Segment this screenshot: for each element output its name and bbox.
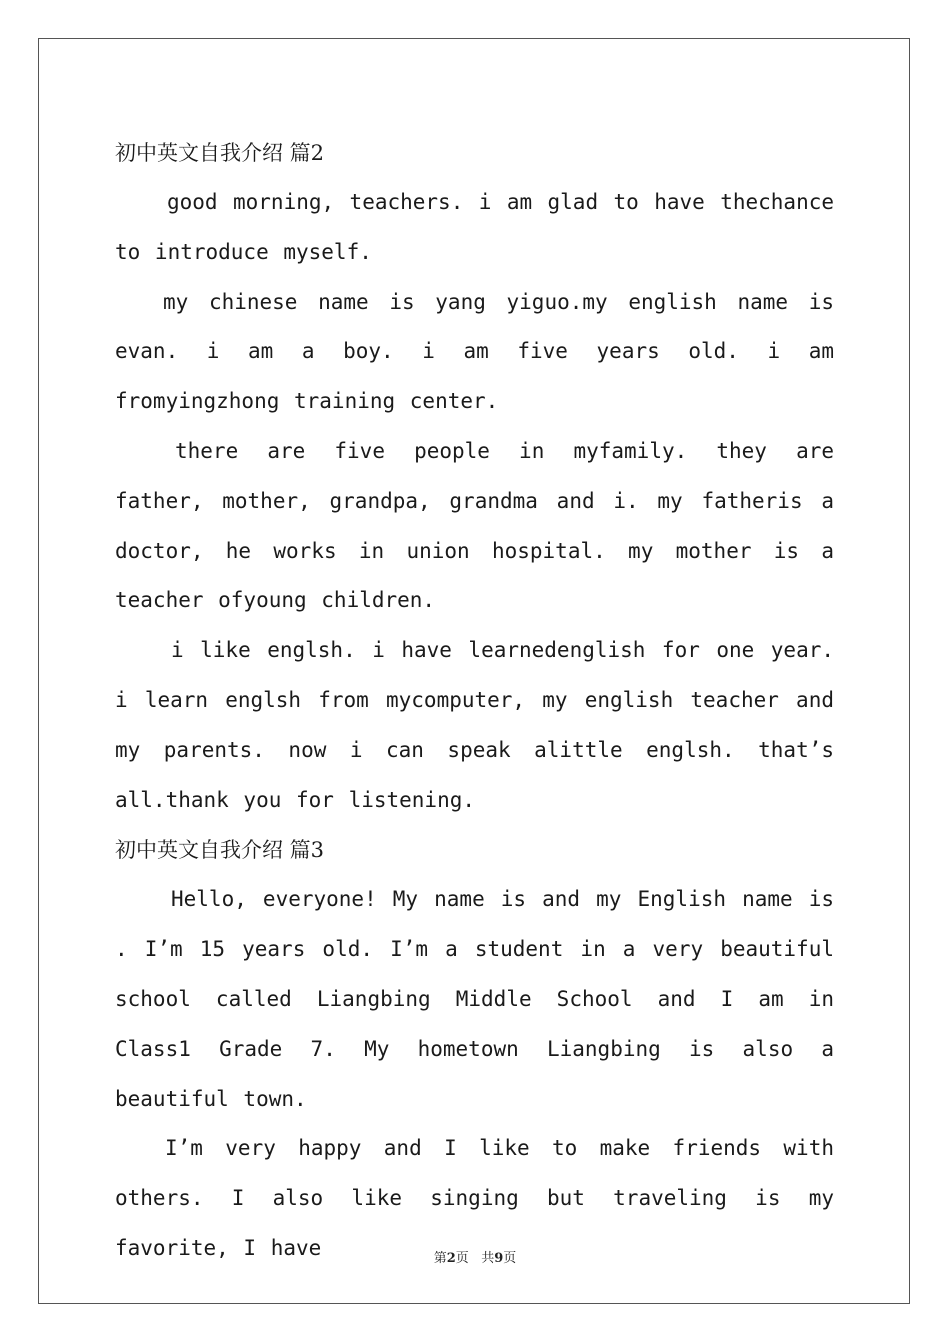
- section-heading-2: 初中英文自我介绍 篇2: [115, 141, 325, 165]
- paragraph: there are five people in myfamily. they are father, mother, grandpa, grandma and i. my fatheris a doctor, he works in union hospital. my mother is a teacher ofyoung children.: [115, 438, 834, 613]
- paragraph: good morning, teachers. i am glad to have thechance to introduce myself.: [115, 190, 834, 264]
- footer-page-prefix: 第: [433, 1251, 447, 1266]
- footer-total-number: 9: [494, 1251, 504, 1266]
- footer-page-number: 2: [446, 1251, 456, 1266]
- paragraph: I’m very happy and I like to make friends with others. I also like singing but traveling is my favorite, I have: [115, 1136, 834, 1260]
- page-footer: [0, 1247, 950, 1266]
- footer-page-suffix: 页: [455, 1251, 469, 1266]
- footer-total-suffix: 页: [503, 1251, 517, 1266]
- footer-total-prefix: 共: [481, 1251, 495, 1266]
- document-body: [115, 128, 834, 1274]
- section-heading-3: 初中英文自我介绍 篇3: [115, 838, 325, 863]
- paragraph: i like englsh. i have learnedenglish for one year. i learn englsh from mycomputer, my english teacher and my parents. now i can speak alittle englsh. that’s all.thank you for listening.: [115, 638, 834, 812]
- paragraph: my chinese name is yang yiguo.my english name is evan. i am a boy. i am five years old. i am fromyingzhong training center.: [115, 289, 834, 414]
- paragraph: Hello, everyone! My name is and my English name is . I’m 15 years old. I’m a student in a very beautiful school called Liangbing Middle School and I am in Class1 Grade 7. My hometown Liangbing is also a beautiful town.: [115, 887, 834, 1111]
